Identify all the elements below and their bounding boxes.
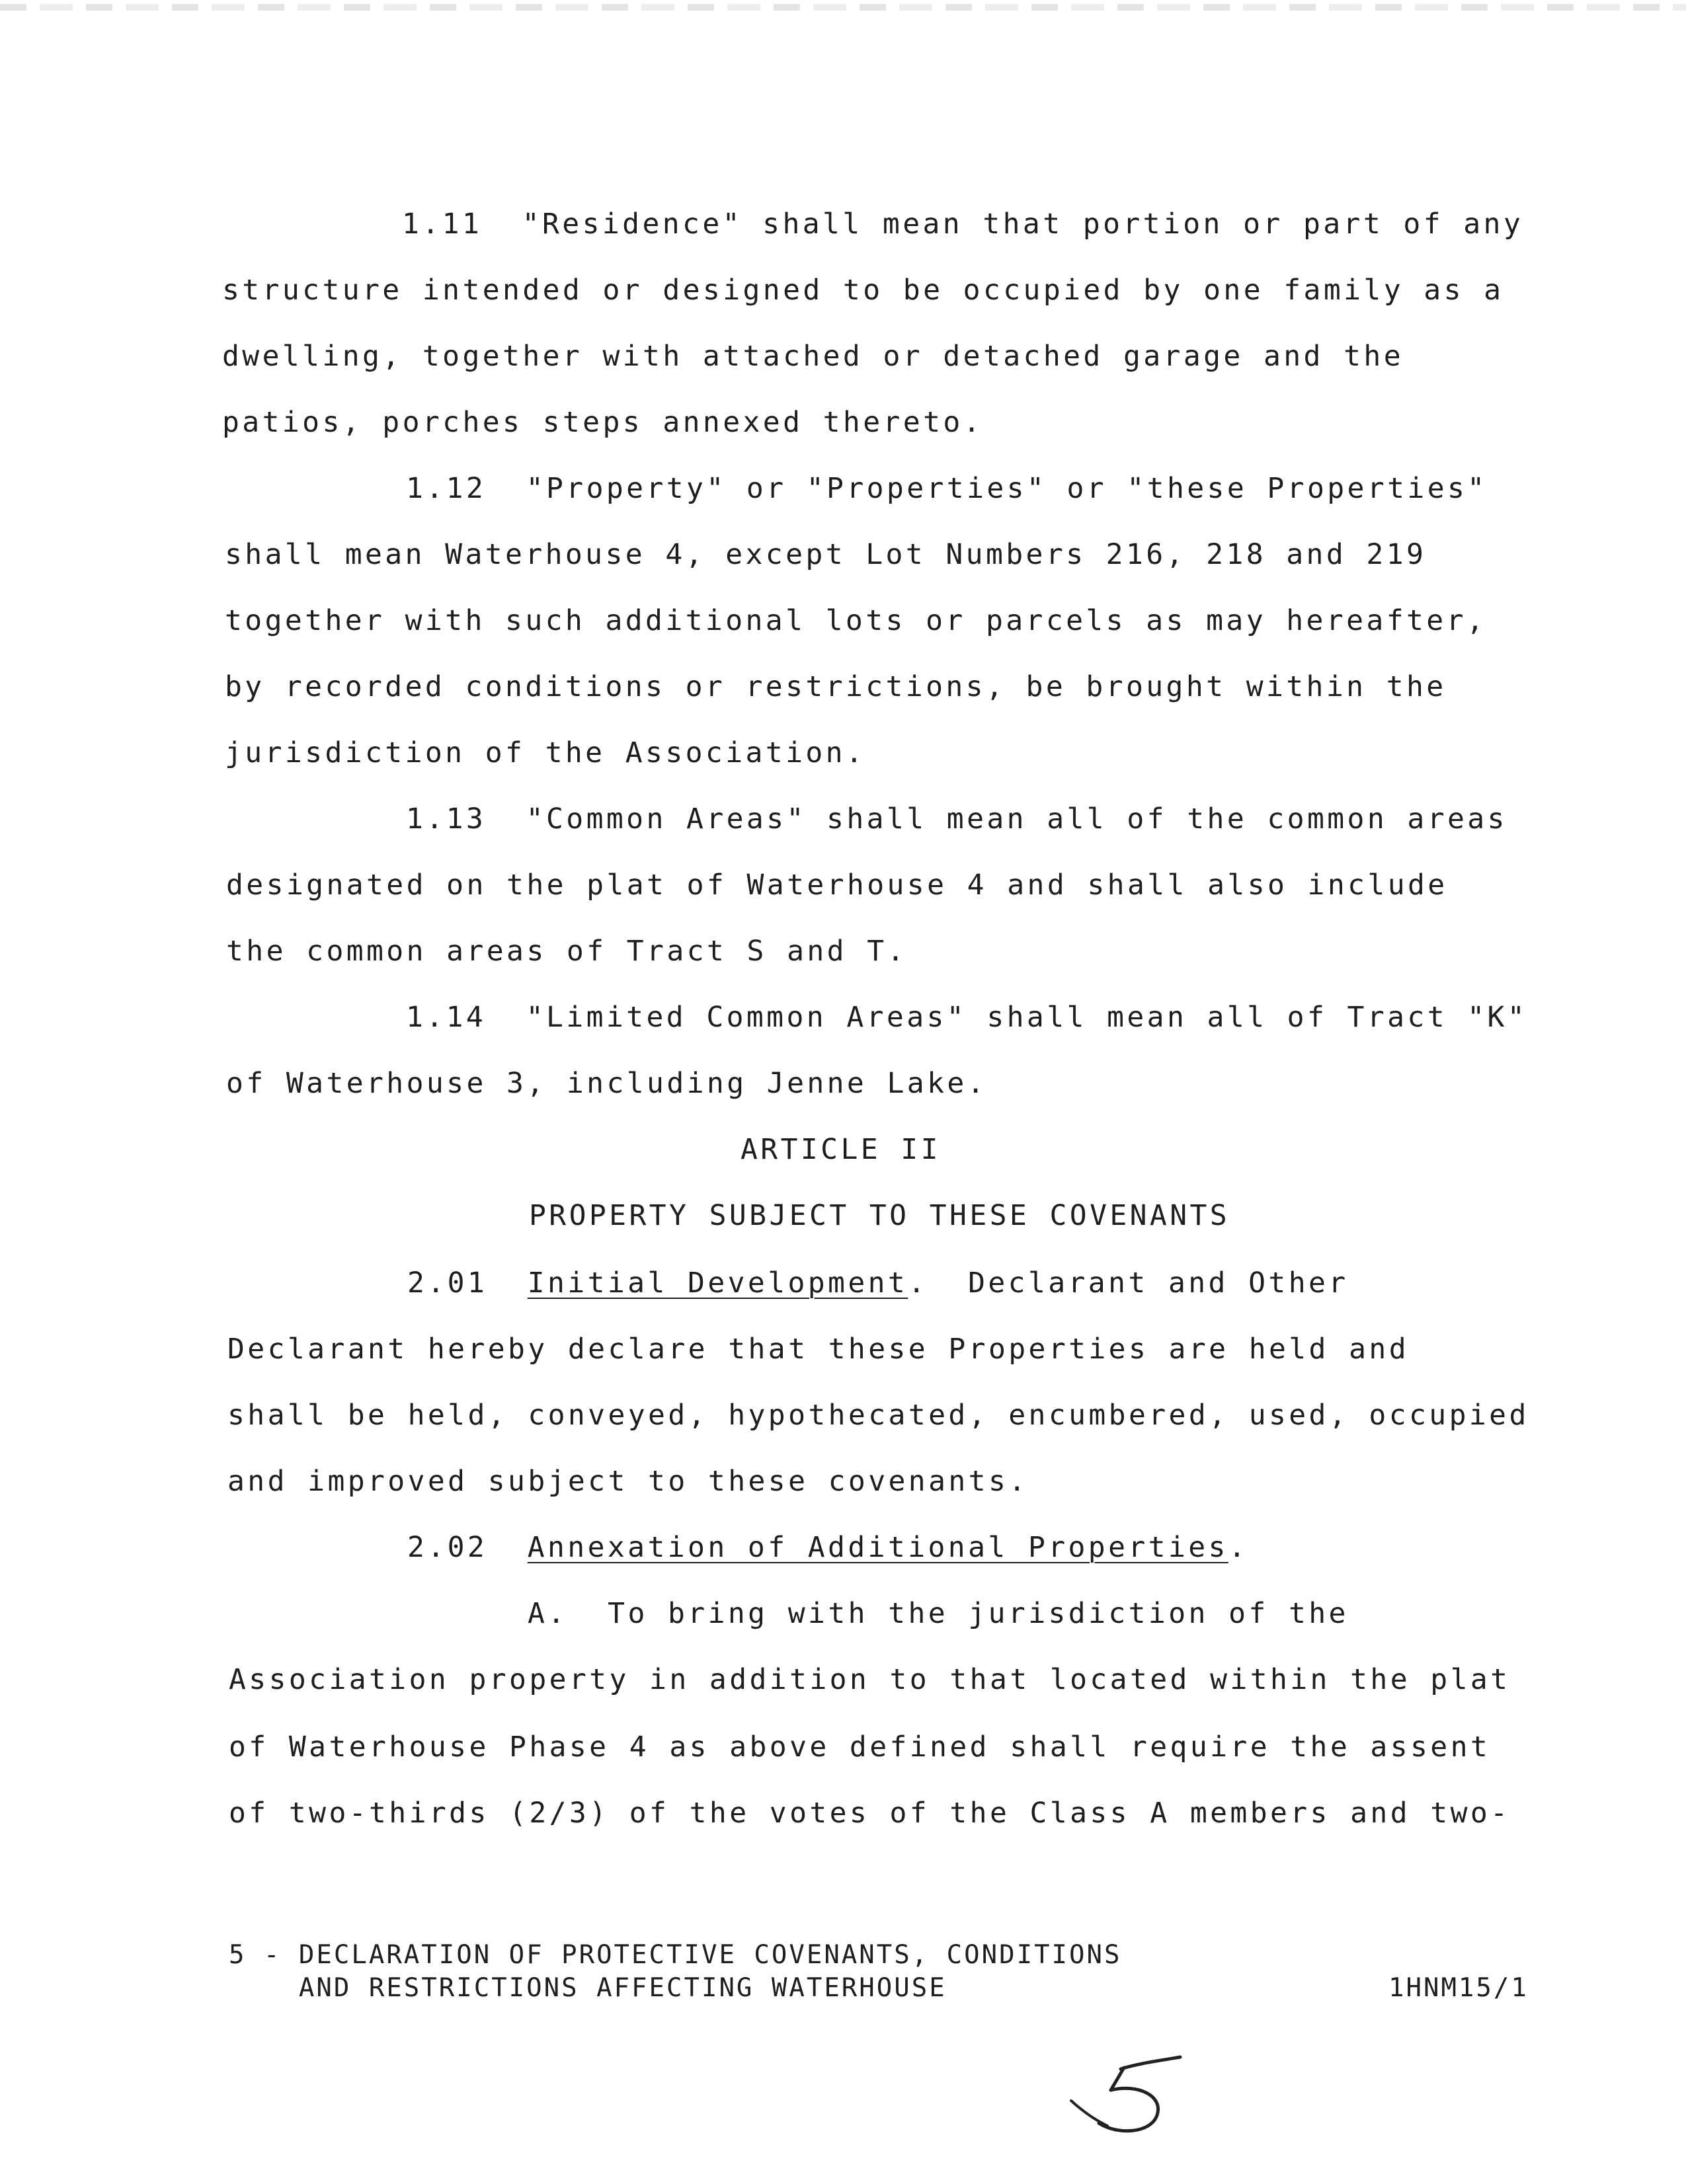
section-number: 2.01 bbox=[407, 1267, 488, 1300]
footer-document-code: 1HNM15/1 bbox=[1388, 1973, 1529, 2003]
para-2-02-a-line-4: of two-thirds (2/3) of the votes of the Class A members and two- bbox=[229, 1797, 1511, 1830]
article-heading: ARTICLE II bbox=[741, 1133, 941, 1166]
para-2-02-a-line-3: of Waterhouse Phase 4 as above defined shall require the assent bbox=[229, 1731, 1491, 1764]
para-1-12-line-2: shall mean Waterhouse 4, except Lot Numbers 216, 218 and 219 bbox=[225, 538, 1427, 571]
para-1-11-line-3: dwelling, together with attached or detached garage and the bbox=[222, 340, 1404, 373]
footer-line-2: AND RESTRICTIONS AFFECTING WATERHOUSE bbox=[229, 1973, 947, 2003]
para-1-11-line-2: structure intended or designed to be occupied by one family as a bbox=[222, 274, 1504, 307]
para-1-13-line-1: 1.13 "Common Areas" shall mean all of the common areas bbox=[406, 802, 1507, 836]
para-2-02-heading bbox=[407, 1531, 1249, 1564]
para-1-12-line-1: 1.12 "Property" or "Properties" or "these Properties" bbox=[406, 472, 1488, 505]
para-2-01-line-4: and improved subject to these covenants. bbox=[227, 1465, 1029, 1498]
para-2-01-line-1 bbox=[407, 1269, 1349, 1298]
section-title-end: . bbox=[1228, 1531, 1249, 1564]
para-1-12-line-3: together with such additional lots or parcels as may hereafter, bbox=[225, 604, 1487, 637]
handwritten-page-number bbox=[1058, 2049, 1203, 2142]
para-1-14-line-1: 1.14 "Limited Common Areas" shall mean all of Tract "K" bbox=[406, 1001, 1528, 1034]
para-2-02-a-line-1: A. To bring with the jurisdiction of the bbox=[528, 1597, 1349, 1630]
footer-line-1: 5 - DECLARATION OF PROTECTIVE COVENANTS, CONDITIONS bbox=[229, 1940, 1122, 1970]
para-2-02-a-line-2: Association property in addition to that located within the plat bbox=[229, 1663, 1511, 1696]
para-1-13-line-3: the common areas of Tract S and T. bbox=[226, 935, 907, 968]
para-1-11-line-1: 1.11 "Residence" shall mean that portion or part of any bbox=[402, 208, 1524, 241]
para-1-13-line-2: designated on the plat of Waterhouse 4 and shall also include bbox=[226, 869, 1448, 902]
section-title: Initial Development bbox=[527, 1267, 908, 1300]
para-1-14-line-2: of Waterhouse 3, including Jenne Lake. bbox=[226, 1067, 987, 1100]
section-text: . Declarant and Other bbox=[908, 1267, 1349, 1300]
section-title: Annexation of Additional Properties bbox=[527, 1531, 1228, 1564]
para-2-01-line-3: shall be held, conveyed, hypothecated, encumbered, used, occupied bbox=[227, 1399, 1529, 1432]
para-1-12-line-5: jurisdiction of the Association. bbox=[225, 736, 866, 769]
para-1-11-line-4: patios, porches steps annexed thereto. bbox=[222, 406, 983, 439]
section-number: 2.02 bbox=[407, 1531, 488, 1564]
article-subheading: PROPERTY SUBJECT TO THESE COVENANTS bbox=[529, 1199, 1230, 1232]
scan-artifact bbox=[0, 4, 1686, 11]
para-1-12-line-4: by recorded conditions or restrictions, be brought within the bbox=[225, 670, 1447, 703]
para-2-01-line-2: Declarant hereby declare that these Properties are held and bbox=[227, 1333, 1410, 1366]
